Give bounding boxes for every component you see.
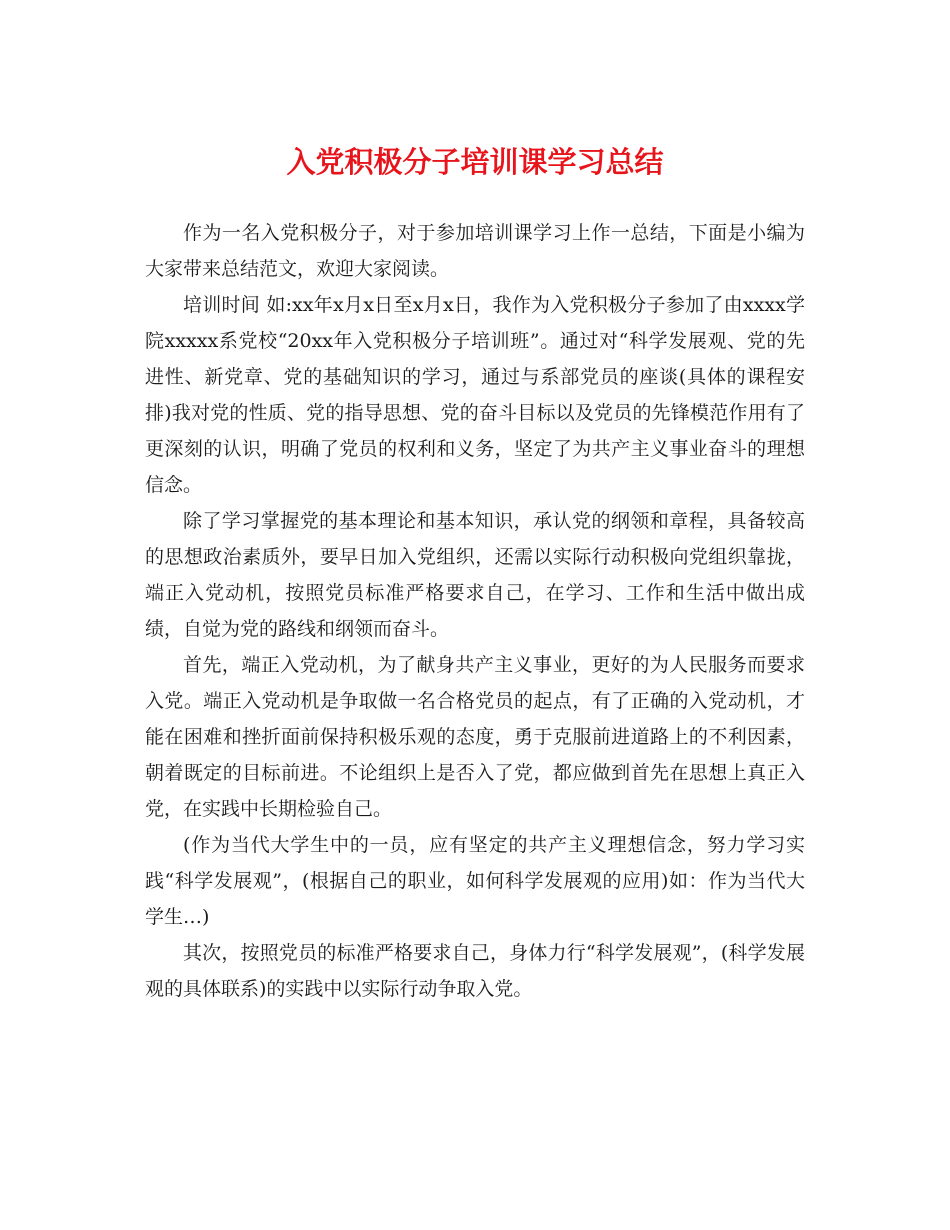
document-body [145,215,805,1007]
paragraph-training-time: 培训时间 如:xx年x月x日至x月x日，我作为入党积极分子参加了由xxxx学院xxxxx系党校“20xx年入党积极分子培训班”。通过对“科学发展观、党的先进性、新党章、党的基础知识的学习，通过与系部党员的座谈(具体的课程安排)我对党的性质、党的指导思想、党的奋斗目标以及党员的先锋模范作用有了更深刻的认识，明确了党员的权利和义务，坚定了为共产主义事业奋斗的理想信念。 [145,294,805,496]
paragraph-student-note: (作为当代大学生中的一员，应有坚定的共产主义理想信念，努力学习实践“科学发展观”，(根据自己的职业，如何科学发展观的应用)如：作为当代大学生…) [145,834,805,928]
document-title: 入党积极分子培训课学习总结 [286,145,664,179]
paragraph-second-standard: 其次，按照党员的标准严格要求自己，身体力行“科学发展观”，(科学发展观的具体联系)的实践中以实际行动争取入党。 [145,942,805,1000]
paragraph-intro: 作为一名入党积极分子，对于参加培训课学习上作一总结，下面是小编为大家带来总结范文，欢迎大家阅读。 [145,222,805,280]
paragraph-first-motivation: 首先，端正入党动机，为了献身共产主义事业，更好的为人民服务而要求入党。端正入党动机是争取做一名合格党员的起点，有了正确的入党动机，才能在困难和挫折面前保持积极乐观的态度，勇于克服前进道路上的不利因素，朝着既定的目标前进。不论组织上是否入了党，都应做到首先在思想上真正入党，在实践中长期检验自己。 [145,654,805,820]
paragraph-requirements: 除了学习掌握党的基本理论和基本知识，承认党的纲领和章程，具备较高的思想政治素质外，要早日加入党组织，还需以实际行动积极向党组织靠拢，端正入党动机，按照党员标准严格要求自己，在学习、工作和生活中做出成绩，自觉为党的路线和纲领而奋斗。 [145,510,805,640]
